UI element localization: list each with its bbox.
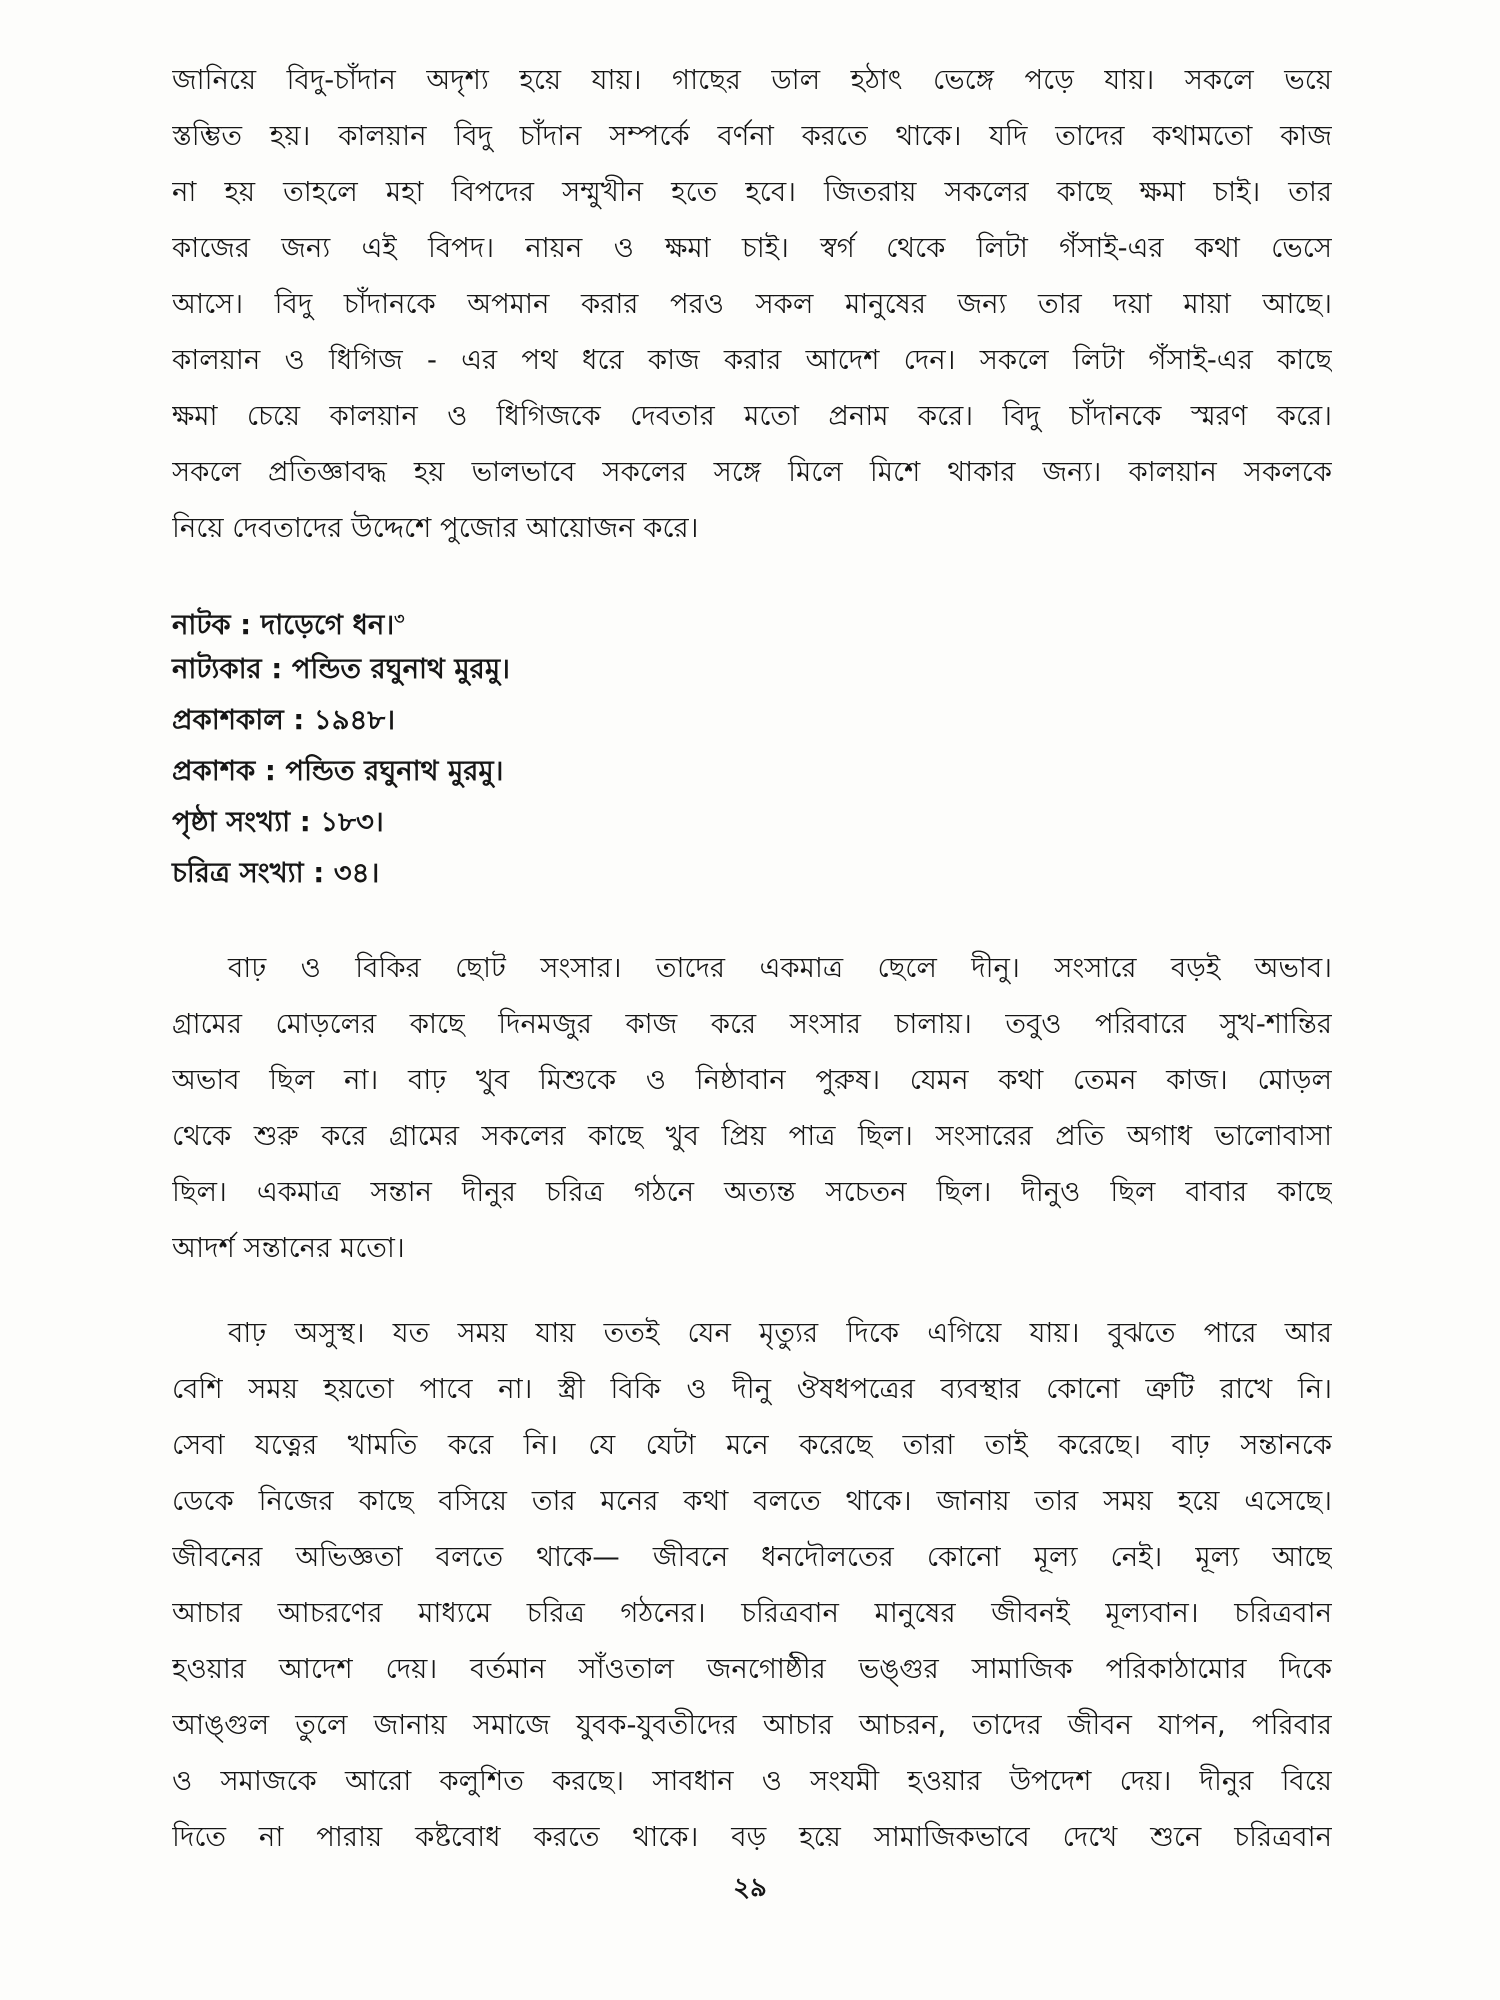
publication-date: প্রকাশকাল : ১৯৪৮।	[172, 704, 396, 736]
footnote-marker: ৩	[394, 609, 405, 628]
text-line: সেবা যত্নের খামতি করে নি। যে যেটা মনে করেছে তারা তাই করেছে। বাঢ় সন্তানকে	[172, 1429, 1332, 1461]
text-line: ও সমাজকে আরো কলুশিত করছে। সাবধান ও সংযমী হওয়ার উপদেশ দেয়। দীনুর বিয়ে	[172, 1765, 1332, 1797]
text-line: বাঢ় ও বিকির ছোট সংসার। তাদের একমাত্র ছেলে দীনু। সংসারে বড়ই অভাব।	[228, 952, 1332, 984]
page-count: পৃষ্ঠা সংখ্যা : ১৮৩।	[172, 806, 384, 838]
text-line: দিতে না পারায় কষ্টবোধ করতে থাকে। বড় হয়ে সামাজিকভাবে দেখে শুনে চরিত্রবান	[172, 1821, 1332, 1853]
publisher: প্রকাশক : পন্ডিত রঘুনাথ মুরমু।	[172, 755, 504, 787]
character-count: চরিত্র সংখ্যা : ৩৪।	[172, 857, 380, 889]
paragraph-1	[172, 52, 1332, 556]
drama-title	[172, 593, 1072, 644]
text-line: ক্ষমা চেয়ে কালয়ান ও ধিগিজকে দেবতার মতো প্রনাম করে। বিদু চাঁদানকে স্মরণ করে।	[172, 400, 1332, 432]
page-number: ২৯	[733, 1873, 767, 1903]
text-line: হওয়ার আদেশ দেয়। বর্তমান সাঁওতাল জনগোষ্ঠীর ভঙ্গুর সামাজিক পরিকাঠামোর দিকে	[172, 1653, 1332, 1685]
play-details	[172, 593, 1072, 899]
text-line: থেকে শুরু করে গ্রামের সকলের কাছে খুব প্রিয় পাত্র ছিল। সংসারের প্রতি অগাধ ভালোবাসা	[172, 1120, 1332, 1152]
text-line: বাঢ় অসুস্থ। যত সময় যায় ততই যেন মৃত্যুর দিকে এগিয়ে যায়। বুঝতে পারে আর	[228, 1317, 1332, 1349]
text-line: আদর্শ সন্তানের মতো।	[172, 1232, 405, 1264]
paragraph-2	[172, 940, 1332, 1276]
text-line: ডেকে নিজের কাছে বসিয়ে তার মনের কথা বলতে থাকে। জানায় তার সময় হয়ে এসেছে।	[172, 1485, 1332, 1517]
text-line: জানিয়ে বিদু-চাঁদান অদৃশ্য হয়ে যায়। গাছের ডাল হঠাৎ ভেঙ্গে পড়ে যায়। সকলে ভয়ে	[172, 64, 1332, 96]
drama-title-text: নাটক : দাড়েগে ধন।	[172, 609, 395, 641]
paragraph-3	[172, 1305, 1332, 1865]
text-line: নিয়ে দেবতাদের উদ্দেশে পুজোর আয়োজন করে।	[172, 512, 699, 544]
text-line: ছিল। একমাত্র সন্তান দীনুর চরিত্র গঠনে অত্যন্ত সচেতন ছিল। দীনুও ছিল বাবার কাছে	[172, 1176, 1332, 1208]
text-line: আঙ্গুল তুলে জানায় সমাজে যুবক-যুবতীদের আচার আচরন, তাদের জীবন যাপন, পরিবার	[172, 1709, 1332, 1741]
text-line: আচার আচরণের মাধ্যমে চরিত্র গঠনের। চরিত্রবান মানুষের জীবনই মূল্যবান। চরিত্রবান	[172, 1597, 1332, 1629]
text-line: বেশি সময় হয়তো পাবে না। স্ত্রী বিকি ও দীনু ঔষধপত্রের ব্যবস্থার কোনো ত্রুটি রাখে নি।	[172, 1373, 1332, 1405]
text-line: অভাব ছিল না। বাঢ় খুব মিশুকে ও নিষ্ঠাবান পুরুষ। যেমন কথা তেমন কাজ। মোড়ল	[172, 1064, 1332, 1096]
text-line: কাজের জন্য এই বিপদ। নায়ন ও ক্ষমা চাই। স্বর্গ থেকে লিটা গঁসাই-এর কথা ভেসে	[172, 232, 1332, 264]
text-line: স্তম্ভিত হয়। কালয়ান বিদু চাঁদান সম্পর্কে বর্ণনা করতে থাকে। যদি তাদের কথামতো কাজ	[172, 120, 1332, 152]
text-line: কালয়ান ও ধিগিজ - এর পথ ধরে কাজ করার আদেশ দেন। সকলে লিটা গঁসাই-এর কাছে	[172, 344, 1332, 376]
text-line: আসে। বিদু চাঁদানকে অপমান করার পরও সকল মানুষের জন্য তার দয়া মায়া আছে।	[172, 288, 1332, 320]
text-line: গ্রামের মোড়লের কাছে দিনমজুর কাজ করে সংসার চালায়। তবুও পরিবারে সুখ-শান্তির	[172, 1008, 1332, 1040]
text-line: জীবনের অভিজ্ঞতা বলতে থাকে— জীবনে ধনদৌলতের কোনো মূল্য নেই। মূল্য আছে	[172, 1541, 1332, 1573]
text-line: সকলে প্রতিজ্ঞাবদ্ধ হয় ভালভাবে সকলের সঙ্গে মিলে মিশে থাকার জন্য। কালয়ান সকলকে	[172, 456, 1332, 488]
text-line: না হয় তাহলে মহা বিপদের সম্মুখীন হতে হবে। জিতরায় সকলের কাছে ক্ষমা চাই। তার	[172, 176, 1332, 208]
playwright: নাট্যকার : পন্ডিত রঘুনাথ মুরমু।	[172, 653, 510, 685]
